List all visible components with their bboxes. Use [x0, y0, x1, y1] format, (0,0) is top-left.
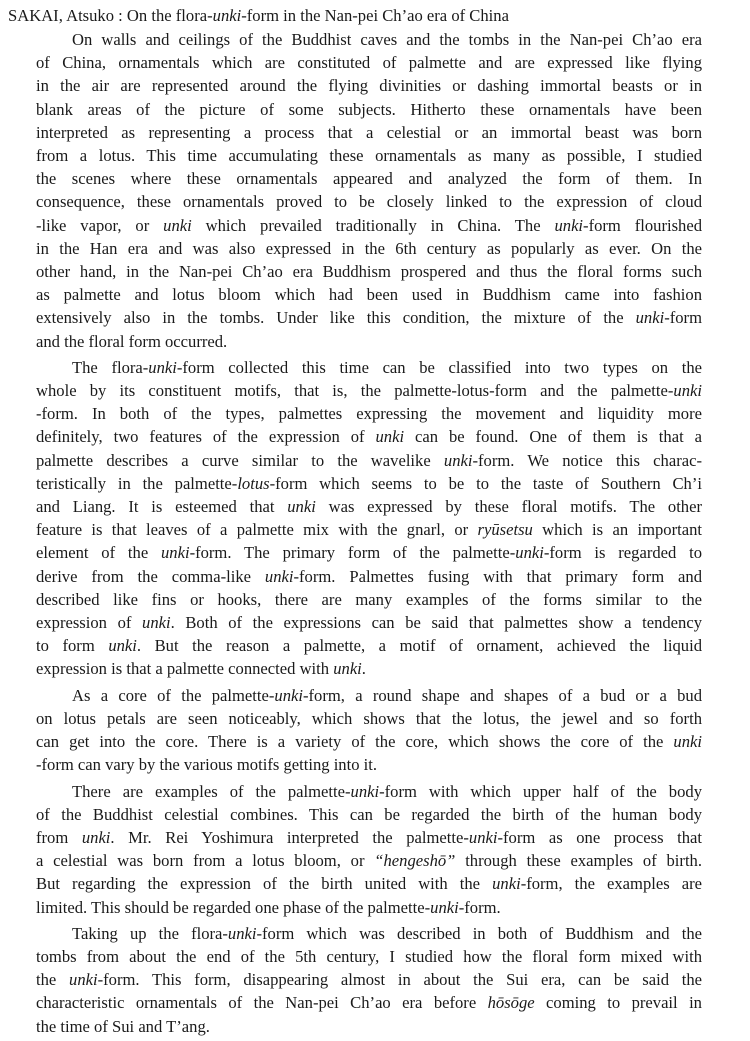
text-line: [36, 707, 702, 730]
text-segment: teristically in the palmette-: [36, 473, 238, 493]
text-segment: of the Buddhist celestial combines. This can be regarded the birth of the human body: [36, 804, 702, 824]
text-line: [36, 28, 702, 51]
text-segment: characteristic ornamentals of the Nan-pei Ch’ao era before: [36, 993, 488, 1013]
paragraph: [36, 922, 702, 1038]
text-line: [36, 449, 702, 472]
text-segment: There are examples of the palmette-: [72, 781, 351, 801]
italic-term: unki: [375, 427, 405, 447]
text-line: [36, 684, 702, 707]
text-segment: -form. We notice this charac-: [472, 450, 702, 470]
text-line: [36, 379, 702, 402]
paragraph: [36, 684, 702, 777]
text-line: [36, 144, 702, 167]
italic-term: unki: [443, 450, 473, 470]
text-line: [36, 588, 702, 611]
text-line: [36, 634, 702, 657]
paragraph: [36, 780, 702, 919]
text-segment: as palmette and lotus bloom which had been used in Buddhism came into fashion: [36, 285, 702, 305]
italic-term: unki: [108, 636, 137, 656]
text-line: [36, 425, 702, 448]
text-segment: tombs from about the end of the 5th century, I studied how the floral form mixed with: [36, 946, 702, 966]
text-segment: -form, a round shape and shapes of a bud or a bud: [303, 685, 703, 705]
text-segment: -form which seems to be to the taste of Southern Ch’i: [269, 473, 702, 493]
text-line: [36, 472, 702, 495]
text-segment: -form.: [458, 897, 501, 917]
text-line: [36, 611, 702, 634]
text-line: [36, 730, 702, 753]
article-title: [8, 4, 702, 28]
italic-term: ryūsetsu: [477, 520, 533, 540]
text-segment: -form with which upper half of the body: [379, 781, 702, 801]
text-segment: -like vapor, or: [36, 215, 164, 235]
italic-term: unki: [468, 827, 498, 847]
text-line: [36, 872, 702, 895]
text-line: [36, 896, 702, 919]
text-segment: -form. This form, disappearing almost in about the Sui era, can be said the: [97, 970, 702, 990]
italic-term: lotus: [237, 473, 270, 493]
italic-term: unki: [673, 732, 702, 752]
text-line: [36, 565, 702, 588]
text-line: [36, 826, 702, 849]
text-line: [36, 121, 702, 144]
italic-term: unki: [163, 215, 192, 235]
paragraph: [36, 28, 702, 353]
text-line: [36, 495, 702, 518]
text-line: [36, 356, 702, 379]
text-segment: from a lotus. This time accumulating these ornamentals as many as possible, I studied: [36, 146, 702, 166]
text-segment: the: [36, 970, 70, 990]
text-segment: . But the reason a palmette, a motif of ornament, achieved the liquid: [136, 636, 702, 656]
text-segment: interpreted as representing a process that a celestial or an immortal beast was born: [36, 122, 702, 142]
text-segment: Taking up the flora-: [72, 923, 228, 943]
text-segment: blank areas of the picture of some subjects. Hitherto these ornamentals have been: [36, 99, 702, 119]
text-line: [36, 849, 702, 872]
text-segment: But regarding the expression of the birth united with the: [36, 874, 493, 894]
text-segment: -form can vary by the various motifs getting into it.: [36, 755, 378, 775]
text-line: [36, 402, 702, 425]
text-segment: The flora-: [72, 357, 149, 377]
text-segment: derive from the comma-like: [36, 566, 265, 586]
text-segment: consequence, these ornamentals proved to be closely linked to the expression of cloud: [36, 192, 702, 212]
text-line: [36, 753, 702, 776]
italic-term: unki: [350, 781, 380, 801]
text-segment: can get into the core. There is a variety of the core, which shows the core of the: [36, 732, 674, 752]
text-segment: -form: [664, 308, 702, 328]
italic-term: unki: [492, 874, 521, 894]
text-segment: expression of: [36, 613, 143, 633]
text-segment: in the Han era and was also expressed in the 6th century as popularly as ever. On the: [36, 238, 702, 258]
text-segment: . Both of the expressions can be said that palmettes show a tendency: [170, 613, 703, 633]
title-segment: -form in the Nan-pei Ch’ao era of China: [241, 6, 509, 25]
italic-term: unki: [673, 381, 702, 401]
italic-term: hōsōge: [487, 993, 535, 1013]
text-segment: described like fins or hooks, there are many examples of the forms similar to the: [36, 589, 702, 609]
text-segment: -form collected this time can be classified into two types on the: [176, 357, 703, 377]
text-line: [36, 968, 702, 991]
text-segment: which is an important: [532, 520, 702, 540]
text-segment: a celestial was born from a lotus bloom, or: [36, 851, 375, 871]
title-segment: unki: [212, 6, 242, 25]
text-segment: expression is that a palmette connected with: [36, 659, 334, 679]
text-segment: -form. In both of the types, palmettes expressing the movement and liquidity more: [36, 404, 702, 424]
text-segment: whole by its constituent motifs, that is, the palmette-lotus-form and the palmette-: [36, 381, 674, 401]
italic-term: unki: [333, 659, 362, 679]
abstract-body: [36, 28, 702, 1038]
text-segment: -form, the examples are: [520, 874, 702, 894]
text-segment: On walls and ceilings of the Buddhist caves and the tombs in the Nan-pei Ch’ao era: [72, 30, 702, 49]
text-line: [36, 541, 702, 564]
text-line: [36, 167, 702, 190]
text-segment: to form: [36, 636, 109, 656]
text-segment: the time of Sui and T’ang.: [36, 1016, 210, 1036]
italic-term: unki: [635, 308, 665, 328]
italic-term: unki: [515, 543, 544, 563]
text-segment: through these examples of birth.: [455, 851, 703, 871]
text-segment: in the air are represented around the flying divinities or dashing immortal beasts or in: [36, 76, 702, 96]
italic-term: unki: [227, 923, 257, 943]
text-line: [36, 306, 702, 329]
text-line: [36, 214, 702, 237]
text-line: [36, 51, 702, 74]
text-segment: -form which was described in both of Buddhism and the: [256, 923, 702, 943]
text-segment: was expressed by these floral motifs. The other: [315, 497, 702, 517]
text-line: [36, 330, 702, 353]
text-line: [36, 945, 702, 968]
text-segment: -form as one process that: [497, 827, 703, 847]
text-line: [36, 657, 702, 680]
text-segment: feature is that leaves of a palmette mix with the gnarl, or: [36, 520, 478, 540]
text-line: [36, 237, 702, 260]
text-segment: palmette describes a curve similar to the wavelike: [36, 450, 444, 470]
text-segment: -form is regarded to: [543, 543, 703, 563]
text-segment: coming to prevail in: [534, 993, 702, 1013]
text-segment: -form flourished: [583, 215, 702, 235]
text-segment: -form. The primary form of the palmette-: [189, 543, 516, 563]
text-segment: from: [36, 827, 82, 847]
text-segment: element of the: [36, 543, 161, 563]
text-segment: . Mr. Rei Yoshimura interpreted the palmette-: [110, 827, 469, 847]
italic-term: unki: [264, 566, 294, 586]
italic-term: unki: [148, 357, 177, 377]
text-line: [36, 260, 702, 283]
text-segment: other hand, in the Nan-pei Ch’ao era Buddhism prospered and thus the floral forms such: [36, 262, 702, 282]
italic-term: unki: [81, 827, 111, 847]
title-segment: SAKAI, Atsuko : On the flora-: [8, 6, 213, 25]
text-line: [36, 780, 702, 803]
text-line: [36, 803, 702, 826]
text-segment: -form. Palmettes fusing with that primary form and: [293, 566, 702, 586]
italic-term: unki: [430, 897, 459, 917]
italic-term: unki: [554, 215, 584, 235]
text-segment: on lotus petals are seen noticeably, which shows that the lotus, the jewel and so forth: [36, 708, 702, 728]
text-line: [36, 283, 702, 306]
italic-term: unki: [160, 543, 190, 563]
text-line: [36, 190, 702, 213]
text-line: [36, 74, 702, 97]
italic-term: unki: [274, 685, 303, 705]
text-line: [36, 518, 702, 541]
text-line: [36, 922, 702, 945]
document-page: [8, 4, 703, 1041]
text-segment: and the floral form occurred.: [36, 331, 228, 351]
text-line: [36, 98, 702, 121]
text-segment: and Liang. It is esteemed that: [36, 497, 288, 517]
text-segment: .: [361, 659, 366, 679]
italic-term: unki: [287, 497, 316, 517]
text-segment: which prevailed traditionally in China. The: [191, 215, 555, 235]
italic-term: unki: [69, 970, 98, 990]
text-segment: definitely, two features of the expression of: [36, 427, 376, 447]
text-segment: limited. This should be regarded one phase of the palmette-: [36, 897, 431, 917]
text-segment: can be found. One of them is that a: [404, 427, 702, 447]
text-segment: of China, ornamentals which are constituted of palmette and are expressed like flying: [36, 53, 702, 73]
text-segment: the scenes where these ornamentals appeared and analyzed the form of them. In: [36, 169, 702, 189]
text-segment: As a core of the palmette-: [72, 685, 275, 705]
text-segment: extensively also in the tombs. Under like this condition, the mixture of the: [36, 308, 636, 328]
italic-term: “hengeshō”: [374, 851, 456, 871]
italic-term: unki: [142, 613, 171, 633]
text-line: [36, 1015, 702, 1038]
text-line: [36, 991, 702, 1014]
paragraph: [36, 356, 702, 681]
